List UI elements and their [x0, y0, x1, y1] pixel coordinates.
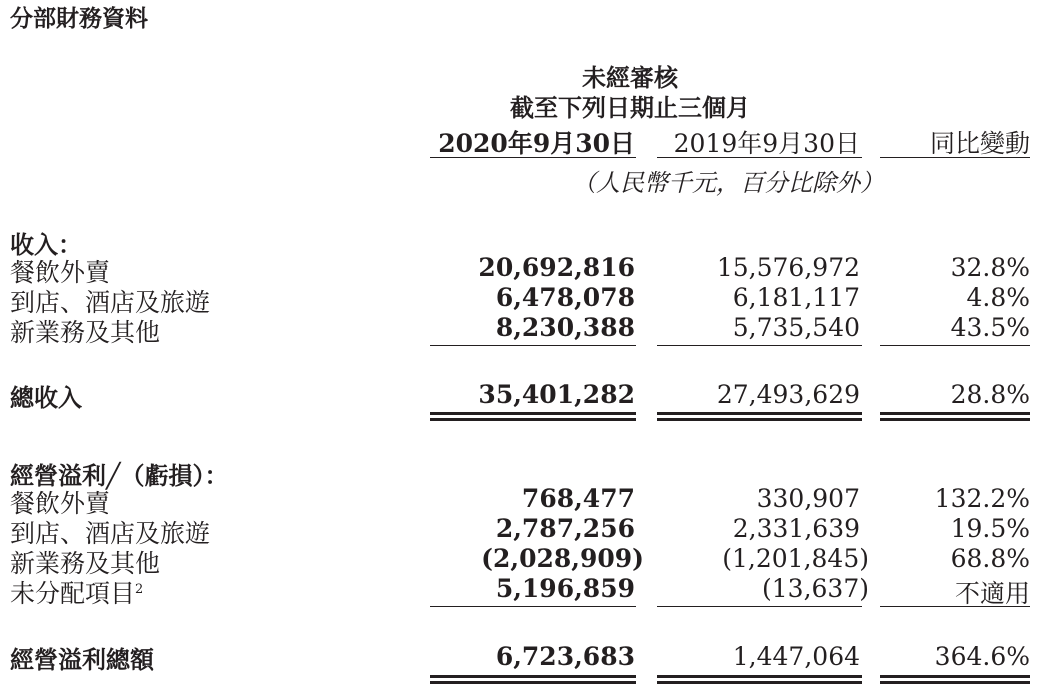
row-label: 餐飲外賣: [10, 489, 111, 518]
row-label: 新業務及其他: [10, 318, 161, 347]
column-header-yoy: 同比變動: [929, 129, 1030, 158]
row-label-text: 未分配項目: [10, 579, 136, 608]
subtotal-rule-2019: [657, 345, 862, 346]
footnote-marker: 2: [135, 582, 144, 597]
header-rule-yoy: [880, 157, 1030, 158]
double-rule-top-yoy: [880, 412, 1030, 415]
value-yoy: 43.5%: [950, 313, 1030, 342]
total-value-2019: 27,493,629: [716, 380, 860, 409]
row-label: 到店、酒店及旅遊: [10, 519, 211, 548]
total-value-2020: 6,723,683: [495, 642, 635, 671]
subtotal-rule-2020: [430, 345, 636, 346]
value-yoy: 68.8%: [950, 544, 1030, 573]
total-value-2020: 35,401,282: [478, 380, 635, 409]
value-2019: 15,576,972: [716, 253, 860, 282]
unit-note: （人民幣千元，百分比除外）: [572, 169, 884, 197]
double-rule-bottom-2020: [430, 681, 636, 684]
row-label: [10, 574, 143, 610]
double-rule-bottom-yoy: [880, 418, 1030, 421]
column-header-2019: 2019年9月30日: [673, 129, 860, 158]
column-header-2020: 2020年9月30日: [438, 129, 635, 158]
header-rule-2019: [657, 157, 862, 158]
value-yoy: 不適用: [954, 579, 1030, 608]
subtotal-rule-2019: [657, 606, 862, 607]
subtotal-rule-2020: [430, 606, 636, 607]
double-rule-top-yoy: [880, 675, 1030, 678]
subtotal-rule-yoy: [880, 345, 1030, 346]
value-2019: 2,331,639: [732, 514, 860, 543]
value-yoy: 32.8%: [950, 253, 1030, 282]
value-2020: 2,787,256: [495, 514, 635, 543]
double-rule-bottom-yoy: [880, 681, 1030, 684]
double-rule-top-2020: [430, 675, 636, 678]
row-label: 新業務及其他: [10, 549, 161, 578]
value-2019: 330,907: [756, 484, 860, 513]
value-2020: 20,692,816: [478, 253, 635, 282]
total-value-yoy: 28.8%: [950, 380, 1030, 409]
operating-heading: 經營溢利╱（虧損）：: [10, 462, 229, 490]
value-2020: (2,028,909): [481, 544, 644, 573]
value-2020: 5,196,859: [495, 574, 635, 603]
value-yoy: 4.8%: [966, 283, 1030, 312]
total-value-yoy: 364.6%: [934, 642, 1030, 671]
double-rule-bottom-2019: [657, 681, 862, 684]
double-rule-top-2020: [430, 412, 636, 415]
total-value-2019: 1,447,064: [732, 642, 860, 671]
double-rule-top-2019: [657, 412, 862, 415]
double-rule-top-2019: [657, 675, 862, 678]
value-2019: (1,201,845): [722, 544, 869, 573]
subtotal-rule-yoy: [880, 606, 1030, 607]
header-period: 截至下列日期止三個月: [510, 94, 750, 122]
value-2019: 5,735,540: [732, 313, 860, 342]
header-rule-2020: [430, 157, 636, 158]
value-2020: 768,477: [521, 484, 635, 513]
value-2020: 6,478,078: [495, 283, 635, 312]
total-operating-label: 經營溢利總額: [10, 646, 154, 674]
double-rule-bottom-2019: [657, 418, 862, 421]
page-title: 分部財務資料: [10, 6, 148, 32]
value-2020: 8,230,388: [495, 313, 635, 342]
row-label: 餐飲外賣: [10, 258, 111, 287]
row-label: 到店、酒店及旅遊: [10, 288, 211, 317]
header-audit-status: 未經審核: [582, 64, 678, 92]
value-yoy: 19.5%: [950, 514, 1030, 543]
value-2019: 6,181,117: [732, 283, 860, 312]
total-revenue-label: 總收入: [10, 384, 82, 412]
revenue-heading: 收入：: [10, 231, 82, 259]
double-rule-bottom-2020: [430, 418, 636, 421]
value-2019: (13,637): [762, 574, 869, 603]
value-yoy: 132.2%: [934, 484, 1030, 513]
